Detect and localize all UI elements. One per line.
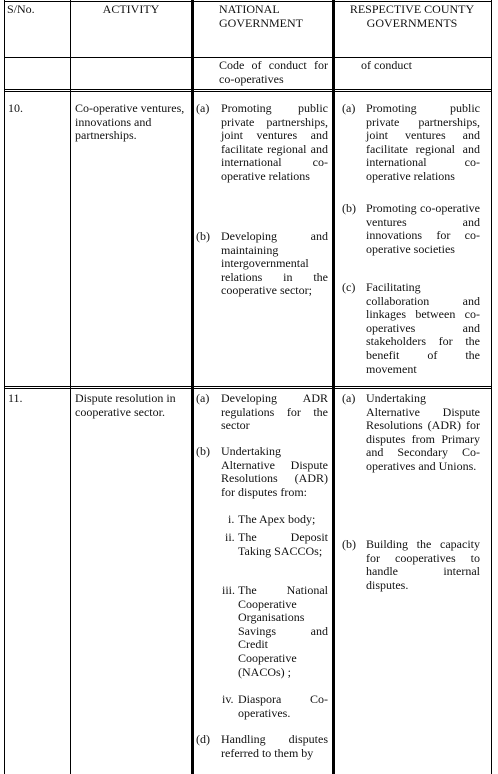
sub-item-label: ii. (225, 530, 235, 544)
row10-sno: 10. (8, 101, 23, 115)
row11-national-sub-ii: The Deposit Taking SACCOs; (238, 530, 328, 558)
row11-national-sub-iv: Diaspora Co-operatives. (238, 692, 328, 720)
row-divider (4, 89, 492, 92)
item-label: (b) (342, 537, 356, 551)
header-national: NATIONAL GOVERNMENT (219, 2, 303, 30)
row11-national-a: Developing ADR regulations for the sector (221, 391, 328, 433)
item-label: (a) (196, 391, 210, 405)
row11-sno: 11. (8, 391, 23, 405)
item-label: (d) (196, 732, 210, 746)
item-label: (c) (342, 280, 356, 294)
row11-county-b: Building the capacity for cooperatives to handle internal disputes. (366, 537, 480, 592)
sub-item-label: i. (228, 512, 235, 526)
header-sno: S/No. (7, 2, 35, 16)
item-label: (a) (196, 101, 210, 115)
row11-county-a: Undertaking Alternative Dispute Resolutions (ADR) for disputes from Primary and Secondary Co-operatives and Unions. (366, 391, 480, 473)
row10-county-b: Promoting co-operative ventures and innovations for co-operative societies (366, 201, 480, 256)
item-label: (b) (196, 229, 210, 243)
item-label: (a) (342, 101, 356, 115)
header-activity: ACTIVITY (102, 2, 160, 16)
row10-national-b: Developing and maintaining intergovernmental relations in the cooperative sector; (221, 229, 328, 298)
row11-national-b: Undertaking Alternative Dispute Resolutions (ADR) for disputes from: (221, 444, 328, 499)
row11-national-sub-i: The Apex body; (238, 512, 316, 526)
sub-item-label: iii. (222, 583, 236, 597)
row11-national-sub-iii: The National Cooperative Organisations Savings and Credit Cooperative (NACOs) ; (238, 583, 328, 679)
row10-national-a: Promoting public private partnerships, joint ventures and facilitate regional and international co-operative relations (221, 101, 328, 183)
sub-item-label: iv. (222, 692, 234, 706)
row10-activity: Co-operative ventures, innovations and partnerships. (75, 101, 185, 143)
header-county: RESPECTIVE COUNTY GOVERNMENTS (349, 2, 475, 30)
item-label: (a) (342, 391, 356, 405)
row-divider (4, 386, 492, 389)
continuation-county: of conduct (361, 58, 412, 72)
row10-county-c: Facilitating collaboration and linkages between co-operatives and stakeholders for the benefit of the movement (366, 280, 480, 376)
row11-national-d: Handling disputes referred to them by (221, 732, 328, 760)
item-label: (b) (342, 201, 356, 215)
continuation-national: Code of conduct for co-operatives (219, 58, 328, 86)
item-label: (b) (196, 444, 210, 458)
row10-county-a: Promoting public private partnerships, joint ventures and facilitate regional and international co-operative relations (366, 101, 480, 183)
row11-activity: Dispute resolution in cooperative sector. (75, 391, 176, 419)
